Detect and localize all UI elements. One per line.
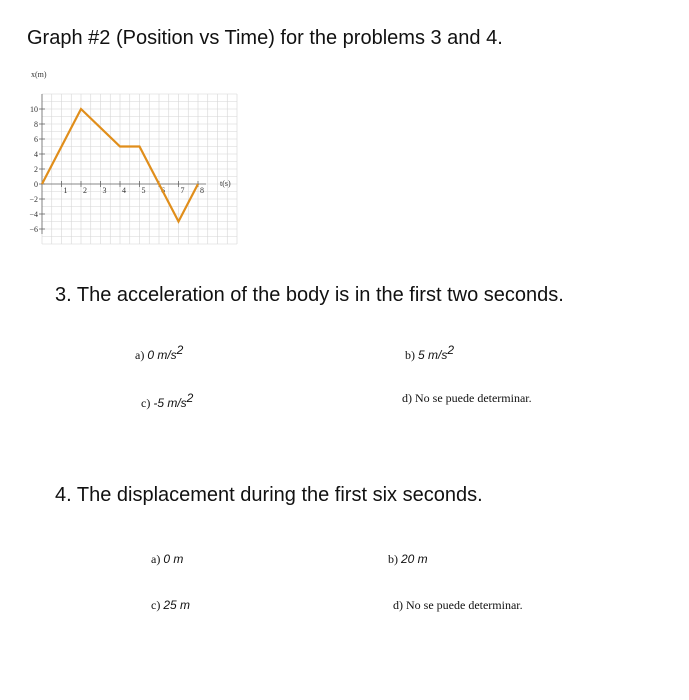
graph-grid [42, 94, 237, 244]
graph-axes [42, 94, 206, 234]
q3-option-d: d) No se puede determinar. [402, 391, 532, 405]
q4-option-b: b) 20 m [388, 552, 428, 566]
x-tick-label: 8 [200, 186, 204, 195]
y-axis-label: x(m) [31, 70, 47, 79]
x-tick-label: 7 [180, 186, 185, 195]
y-tick-label: −2 [29, 195, 38, 204]
x-tick-label: 2 [83, 186, 87, 195]
question-4-text: 4. The displacement during the first six seconds. [55, 484, 483, 506]
q3-option-c: c) -5 $m/s^2$ [141, 391, 194, 410]
q3-option-b: b) 5 $m/s^2$ [405, 343, 455, 362]
q3-option-a: a) 0 $m/s^2$ [135, 343, 184, 362]
page-heading: Graph #2 (Position vs Time) for the problems 3 and 4. [27, 27, 503, 49]
q4-option-d: d) No se puede determinar. [393, 598, 523, 612]
y-tick-label: −6 [29, 225, 38, 234]
x-tick-label: 6 [161, 186, 165, 195]
x-axis-label: t(s) [220, 179, 231, 188]
x-tick-label: 3 [102, 186, 107, 195]
question-3-text: 3. The acceleration of the body is in the first two seconds. [55, 284, 564, 306]
y-tick-label: 2 [34, 165, 38, 174]
y-tick-label: −4 [29, 210, 38, 219]
x-tick-label: 1 [63, 186, 68, 195]
y-tick-label: 4 [34, 150, 38, 159]
y-tick-label: 10 [30, 105, 38, 114]
x-tick-label: 5 [141, 186, 146, 195]
y-tick-label: 6 [34, 135, 38, 144]
q4-option-a: a) 0 m [151, 552, 184, 566]
y-tick-label: 0 [34, 180, 38, 189]
graph-ticks [29, 105, 204, 234]
x-tick-label: 4 [122, 186, 126, 195]
y-tick-label: 8 [34, 120, 38, 129]
position-time-graph [26, 64, 242, 250]
q4-option-c: c) 25 m [151, 598, 191, 612]
